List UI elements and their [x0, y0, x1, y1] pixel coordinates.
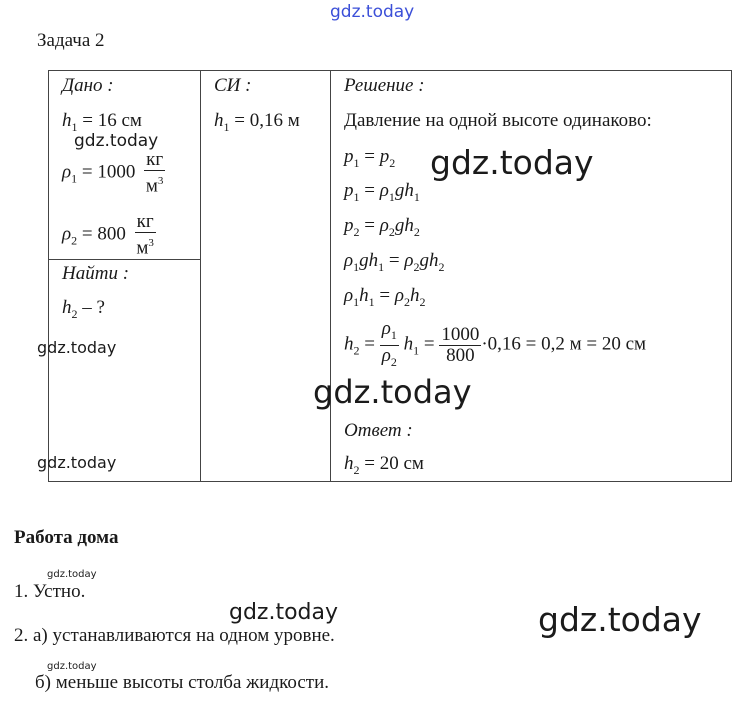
- answer-header: Ответ :: [344, 420, 413, 441]
- solution-header: Решение :: [344, 75, 425, 96]
- formula-final: $h_2$ = $\frac{\rho_1}{\rho_2}$ $h_1$ = $\frac{1000}{800}$ ·0,16 = 0,2 м = 20 см: [344, 318, 647, 369]
- watermark: gdz.today: [37, 453, 117, 472]
- si-h1: $h_1 = 0,16$ м: [214, 110, 300, 134]
- watermark: gdz.today: [229, 600, 339, 625]
- fraction-1000: 1000: [441, 323, 480, 345]
- watermark-top: gdz.today: [330, 2, 415, 22]
- watermark-large: gdz.today: [313, 373, 472, 411]
- fraction-800: 800: [446, 344, 475, 366]
- watermark-large: gdz.today: [538, 600, 702, 639]
- watermark-small: gdz.today: [47, 569, 97, 580]
- unit-num: кг: [146, 149, 164, 170]
- homework-item-3: б) меньше высоты столба жидкости.: [35, 672, 330, 693]
- task-title: Задача 2: [37, 30, 105, 51]
- homework-item-2: 2. а) устанавливаются на одном уровне.: [14, 625, 335, 646]
- find-value: $h_2$ – ?: [62, 297, 105, 321]
- given-rho2: $\rho_2 = 800$ $\frac{кг}{м^3}$: [62, 211, 154, 259]
- watermark-small: gdz.today: [47, 661, 97, 672]
- given-header: Дано :: [62, 75, 114, 96]
- formula-4: $\rho_1gh_1 = \rho_2gh_2$: [344, 250, 445, 274]
- final-tail: ·0,16 = 0,2 м = 20 см: [481, 333, 647, 355]
- formula-1: $p_1 = p_2$: [344, 146, 396, 170]
- answer-value: $h_2 = 20$ см: [344, 453, 424, 477]
- homework-heading: Работа дома: [14, 527, 119, 548]
- given-rho1: $\rho_1 = 1000$ $\frac{кг}{м^3}$: [62, 149, 164, 197]
- solution-text: Давление на одной высоте одинаково:: [344, 110, 652, 131]
- watermark: gdz.today: [74, 131, 159, 151]
- formula-2: $p_1 = \rho_1gh_1$: [344, 180, 420, 204]
- si-header: СИ :: [214, 75, 252, 96]
- find-header: Найти :: [62, 263, 130, 284]
- given-h1: $h_1 = 16$ см: [62, 110, 142, 134]
- formula-3: $p_2 = \rho_2gh_2$: [344, 215, 420, 239]
- formula-5: $\rho_1h_1 = \rho_2h_2$: [344, 285, 426, 309]
- watermark: gdz.today: [37, 338, 117, 357]
- homework-item-1: 1. Устно.: [14, 581, 86, 602]
- watermark-large: gdz.today: [430, 143, 594, 182]
